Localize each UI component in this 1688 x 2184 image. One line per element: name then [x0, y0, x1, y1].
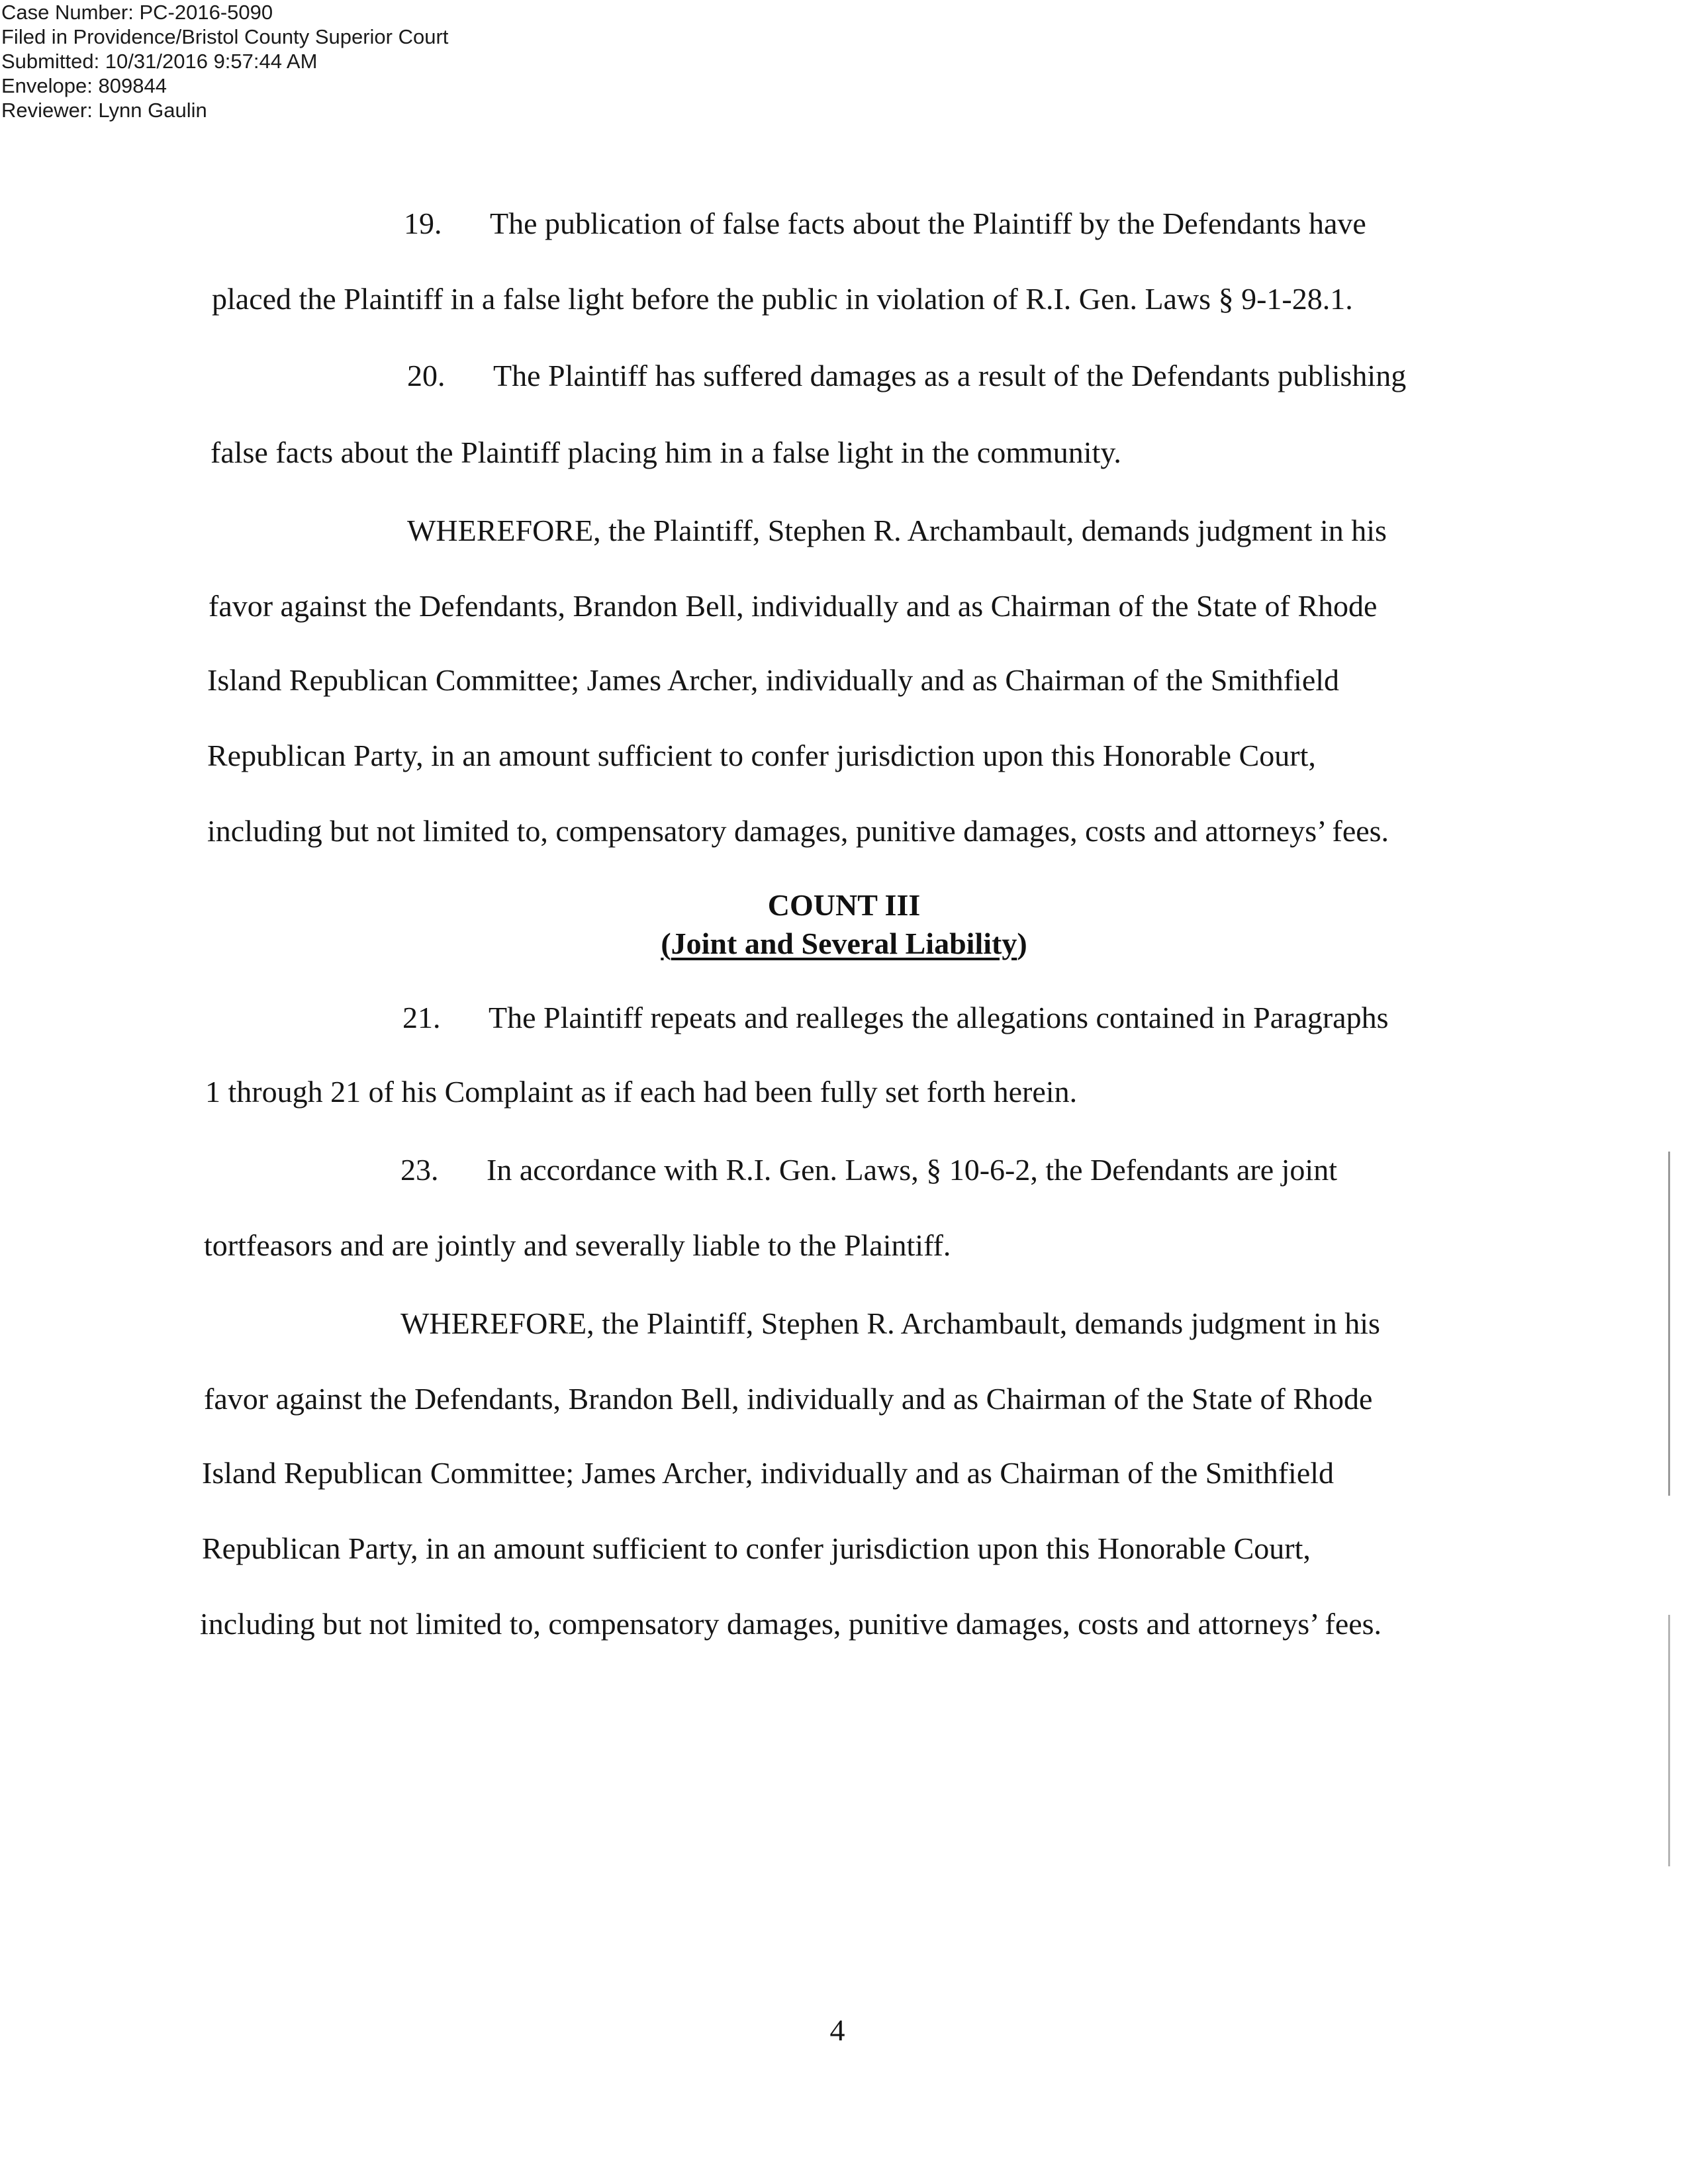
- wherefore-1-line-2: favor against the Defendants, Brandon Bell, individually and as Chairman of the State of Rhode: [209, 589, 1378, 623]
- wherefore-1-line-5: including but not limited to, compensatory damages, punitive damages, costs and attorneys’ fees.: [207, 814, 1389, 848]
- count-heading: COUNT III: [767, 888, 921, 922]
- submitted-timestamp: Submitted: 10/31/2016 9:57:44 AM: [1, 50, 318, 73]
- count-subheading: [0, 925, 1688, 962]
- paragraph-19-line-1: [404, 205, 1366, 242]
- filed-in-court: Filed in Providence/Bristol County Superior Court: [1, 25, 449, 48]
- reviewer-name: Reviewer: Lynn Gaulin: [1, 99, 207, 122]
- paragraph-23-number: 23.: [400, 1153, 439, 1187]
- paragraph-20-text-1: The Plaintiff has suffered damages as a result of the Defendants publishing: [493, 359, 1407, 392]
- paragraph-23-line-2: tortfeasors and are jointly and severally liable to the Plaintiff.: [204, 1228, 951, 1262]
- paragraph-21-line-2: 1 through 21 of his Complaint as if each had been fully set forth herein.: [205, 1075, 1078, 1109]
- paragraph-21-number: 21.: [402, 1001, 441, 1034]
- wherefore-2-line-5: including but not limited to, compensatory damages, punitive damages, costs and attorneys’ fees.: [200, 1607, 1382, 1641]
- paragraph-19-number: 19.: [404, 206, 442, 240]
- wherefore-2-line-2: favor against the Defendants, Brandon Bell, individually and as Chairman of the State of Rhode: [204, 1382, 1373, 1416]
- paragraph-19-line-2: placed the Plaintiff in a false light before the public in violation of R.I. Gen. Laws § 9-1-28.1.: [212, 282, 1353, 316]
- count-subheading-open: (: [661, 927, 671, 960]
- paragraph-20-line-1: [407, 357, 1406, 394]
- paragraph-19-text-1: The publication of false facts about the Plaintiff by the Defendants have: [490, 206, 1366, 240]
- wherefore-1-line-1: WHEREFORE, the Plaintiff, Stephen R. Archambault, demands judgment in his: [407, 514, 1387, 547]
- count-subheading-text: Joint and Several Liability: [671, 927, 1017, 960]
- paragraph-20-line-2: false facts about the Plaintiff placing him in a false light in the community.: [211, 435, 1121, 469]
- wherefore-1-line-3: Island Republican Committee; James Archer, individually and as Chairman of the Smithfield: [207, 663, 1340, 697]
- count-subheading-close: ): [1017, 927, 1027, 960]
- paragraph-21-text-1: The Plaintiff repeats and realleges the allegations contained in Paragraphs: [489, 1001, 1389, 1034]
- wherefore-2-line-3: Island Republican Committee; James Archer, individually and as Chairman of the Smithfield: [202, 1456, 1335, 1490]
- filing-stamp: [1, 0, 448, 122]
- scan-edge-mark: [1668, 1615, 1670, 1866]
- case-number: Case Number: PC-2016-5090: [1, 1, 273, 24]
- paragraph-23-text-1: In accordance with R.I. Gen. Laws, § 10-6-2, the Defendants are joint: [487, 1153, 1337, 1187]
- paragraph-23-line-1: [400, 1152, 1337, 1189]
- envelope-number: Envelope: 809844: [1, 74, 167, 97]
- wherefore-2-line-1: WHEREFORE, the Plaintiff, Stephen R. Archambault, demands judgment in his: [400, 1306, 1380, 1340]
- scan-edge-mark: [1668, 1152, 1670, 1496]
- page-number: 4: [829, 2013, 845, 2047]
- wherefore-1-line-4: Republican Party, in an amount sufficient to confer jurisdiction upon this Honorable Court,: [207, 739, 1316, 772]
- wherefore-2-line-4: Republican Party, in an amount sufficient to confer jurisdiction upon this Honorable Court,: [202, 1531, 1311, 1565]
- paragraph-21-line-1: [402, 999, 1389, 1036]
- paragraph-20-number: 20.: [407, 359, 445, 392]
